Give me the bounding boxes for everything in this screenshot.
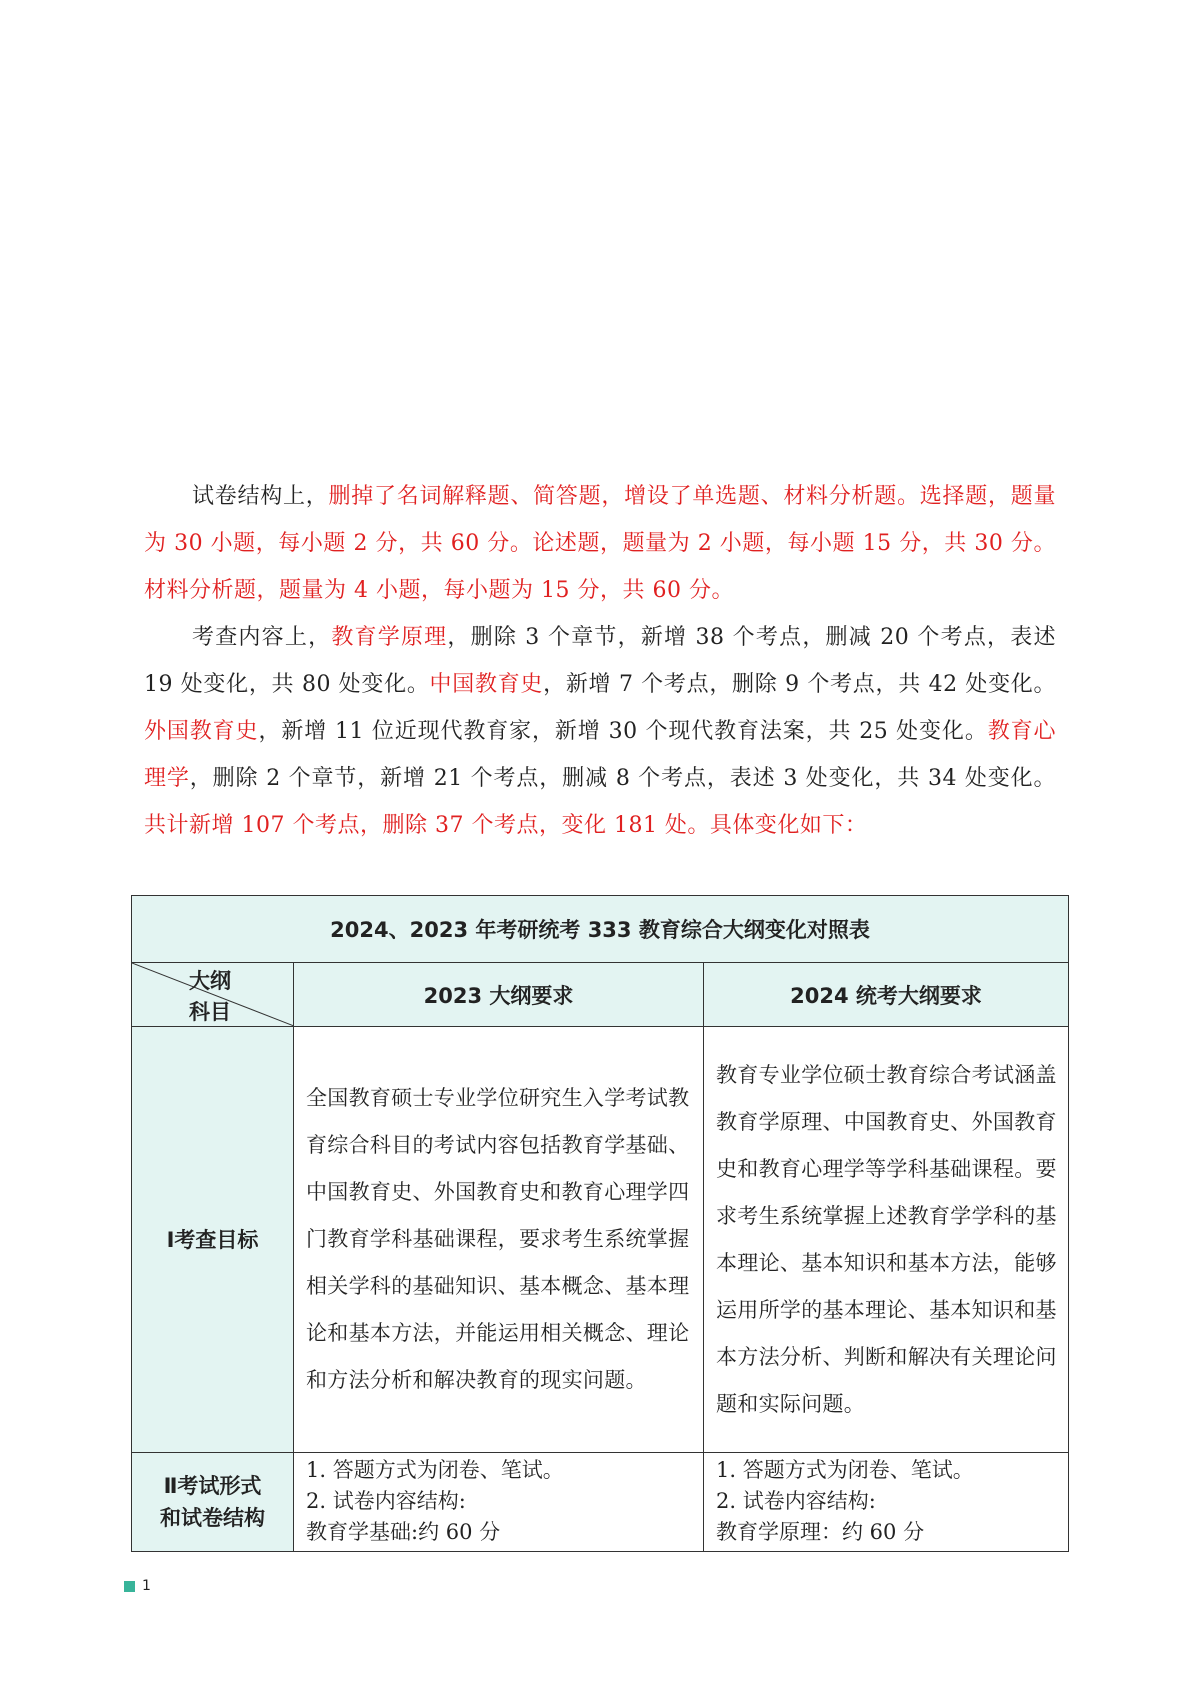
corner-header-subject: 科目 bbox=[189, 1000, 231, 1024]
intro-run: ，新增 11 位近现代教育家，新增 30 个现代教育法案，共 25 处变化。 bbox=[258, 719, 988, 744]
intro-run-highlight: 共计新增 107 个考点，删除 37 个考点，变化 181 处。具体变化如下： bbox=[144, 813, 868, 838]
table-row-goal bbox=[132, 1027, 1069, 1453]
intro-run: 考查内容上， bbox=[192, 625, 332, 650]
intro-run-highlight: 教育学原理 bbox=[331, 625, 448, 650]
footer-square-icon bbox=[124, 1581, 135, 1592]
cell-line: 教育学原理：约 60 分 bbox=[716, 1520, 925, 1544]
column-header-2023: 2023 大纲要求 bbox=[294, 963, 704, 1027]
table-title: 2024、2023 年考研统考 333 教育综合大纲变化对照表 bbox=[132, 896, 1069, 963]
corner-header-cell bbox=[132, 963, 294, 1027]
cell-line: 教育学基础:约 60 分 bbox=[306, 1520, 501, 1544]
row-label-form-line: Ⅱ考试形式 bbox=[163, 1474, 262, 1498]
intro-paragraph-content bbox=[144, 614, 1056, 849]
cell-form-2024 bbox=[704, 1453, 1069, 1552]
page-number: 1 bbox=[142, 1578, 151, 1594]
intro-run-highlight: 中国教育史 bbox=[429, 672, 544, 697]
cell-form-2023 bbox=[294, 1453, 704, 1552]
corner-header-outline: 大纲 bbox=[189, 969, 231, 993]
row-label-form bbox=[132, 1453, 294, 1552]
intro-run: ，新增 7 个考点，删除 9 个考点，共 42 处变化。 bbox=[543, 672, 1056, 697]
intro-run-highlight: 外国教育史 bbox=[144, 719, 259, 744]
intro-run-highlight: 删掉了名词解释题、简答题，增设了单选题、材料分析题。选择题，题量为 30 小题，每小题 2 分，共 60 分。论述题，题量为 2 小题，每小题 15 分，共 30 分。材料分析题，题量为 4 小题，每小题为 15 分，共 60 分。 bbox=[144, 484, 1056, 603]
intro-run: ，删除 2 个章节，新增 21 个考点，删减 8 个考点，表述 3 处变化，共 34 处变化。 bbox=[189, 766, 1056, 791]
row-label-form-line: 和试卷结构 bbox=[160, 1506, 265, 1530]
comparison-table bbox=[131, 895, 1069, 1552]
cell-goal-2024: 教育专业学位硕士教育综合考试涵盖教育学原理、中国教育史、外国教育史和教育心理学等学科基础课程。要求考生系统掌握上述教育学学科的基本理论、基本知识和基本方法，能够运用所学的基本理论、基本知识和基本方法分析、判断和解决有关理论问题和实际问题。 bbox=[704, 1027, 1069, 1453]
intro-run-highlight: 教育心理学 bbox=[144, 719, 1056, 791]
column-header-2024: 2024 统考大纲要求 bbox=[704, 963, 1069, 1027]
cell-line: 2. 试卷内容结构: bbox=[716, 1489, 876, 1513]
cell-line: 1. 答题方式为闭卷、笔试。 bbox=[306, 1458, 564, 1482]
row-label-goal: Ⅰ考查目标 bbox=[132, 1027, 294, 1453]
intro-run: 试卷结构上， bbox=[192, 484, 329, 509]
page-footer bbox=[124, 1578, 151, 1594]
cell-line: 2. 试卷内容结构: bbox=[306, 1489, 466, 1513]
table-row-form bbox=[132, 1453, 1069, 1552]
intro-run: ，删除 3 个章节，新增 38 个考点，删减 20 个考点，表述 19 处变化，共 80 处变化。 bbox=[144, 625, 1056, 697]
cell-line: 1. 答题方式为闭卷、笔试。 bbox=[716, 1458, 974, 1482]
intro-paragraph-structure bbox=[144, 473, 1056, 614]
cell-goal-2023: 全国教育硕士专业学位研究生入学考试教育综合科目的考试内容包括教育学基础、中国教育史、外国教育史和教育心理学四门教育学科基础课程，要求考生系统掌握相关学科的基础知识、基本概念、基本理论和基本方法，并能运用相关概念、理论和方法分析和解决教育的现实问题。 bbox=[294, 1027, 704, 1453]
